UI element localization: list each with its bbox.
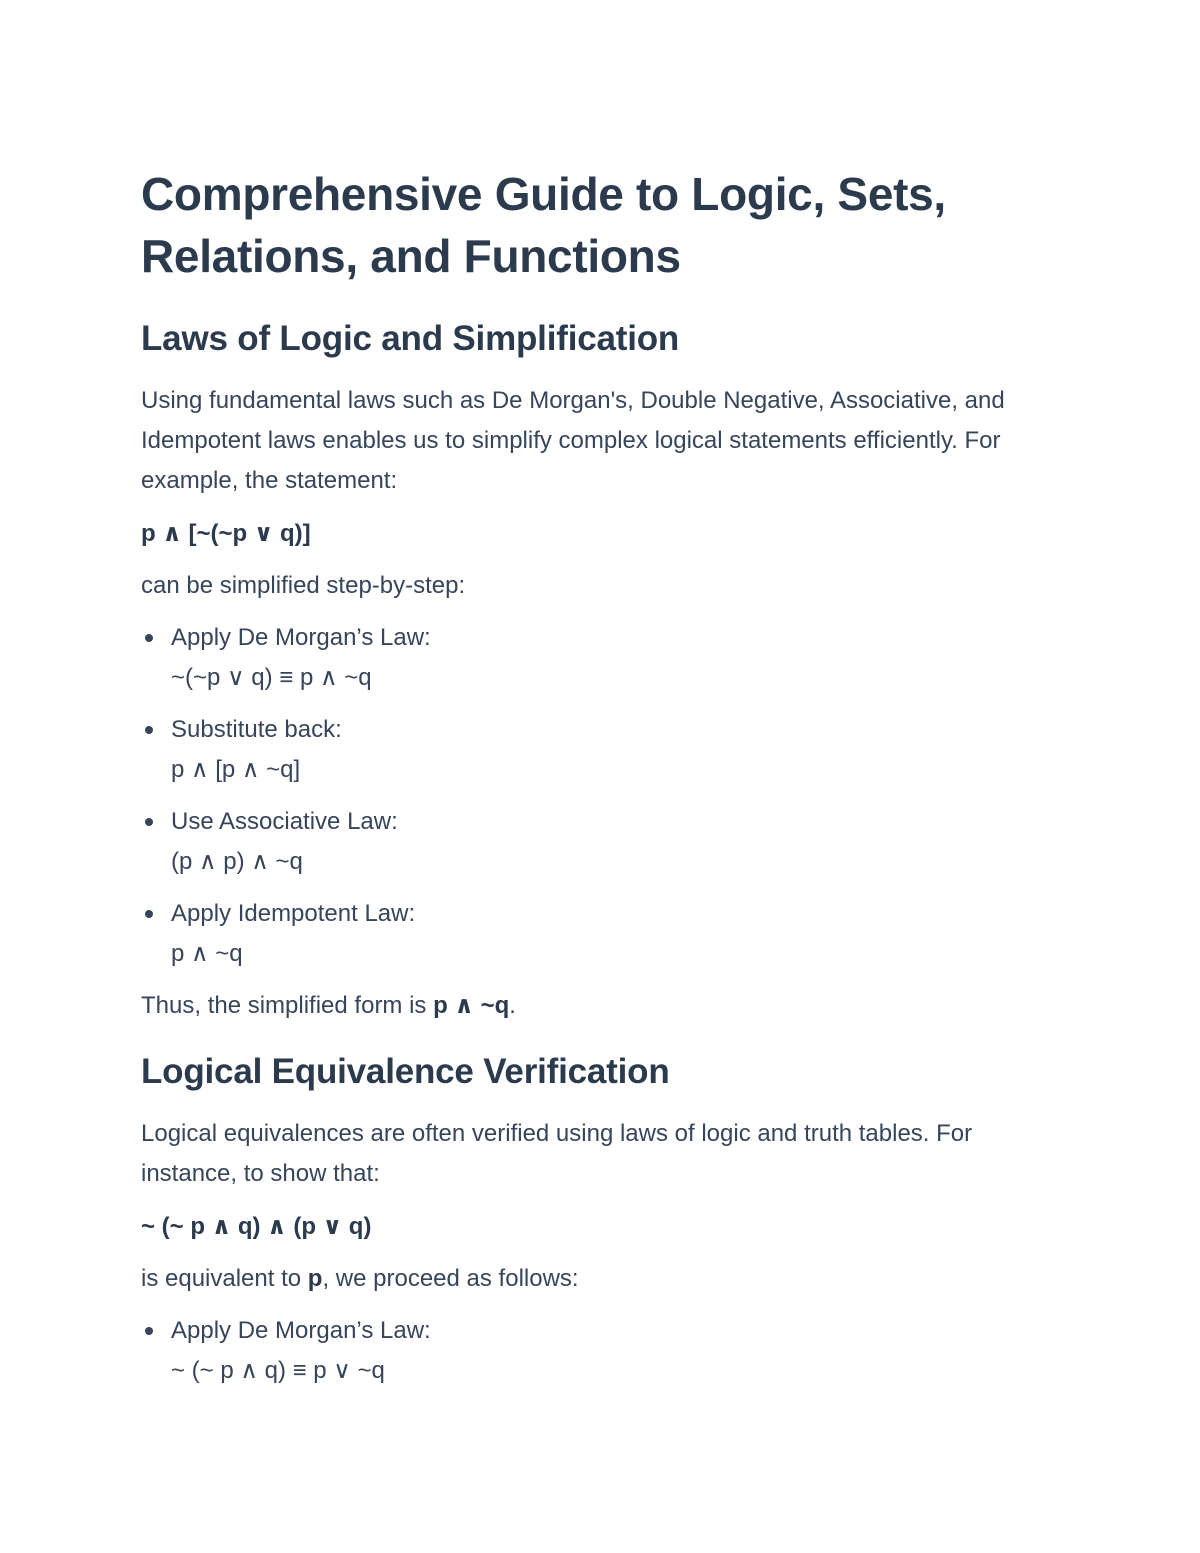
section2-formula: ~ (~ p ∧ q) ∧ (p ∨ q) <box>141 1213 372 1240</box>
conclusion-prefix: Thus, the simplified form is <box>141 992 434 1019</box>
bullet-icon <box>145 726 153 734</box>
section2-steps-list <box>141 1311 1070 1391</box>
conclusion-suffix: . <box>509 992 516 1019</box>
list-item <box>141 618 1070 698</box>
document-title: Comprehensive Guide to Logic, Sets, Relations, and Functions <box>141 168 946 282</box>
section1-steps-list <box>141 618 1070 974</box>
conclusion-expression: p ∧ ~q <box>433 992 510 1019</box>
lead-suffix: , we proceed as follows: <box>322 1265 579 1292</box>
step-label: Substitute back: <box>171 716 342 743</box>
bullet-icon <box>145 1327 153 1335</box>
list-item <box>141 894 1070 974</box>
section1-lead-text: can be simplified step-by-step: <box>141 572 466 599</box>
lead-expression: p <box>307 1265 323 1292</box>
bullet-icon <box>145 634 153 642</box>
lead-prefix: is equivalent to <box>141 1265 308 1292</box>
section1-conclusion <box>141 986 1070 1026</box>
section1-intro-paragraph: Using fundamental laws such as De Morgan's, Double Negative, Associative, and Idempotent laws enables us to simplify complex logical statements efficiently. For example, the statement: <box>141 387 1005 494</box>
step-label: Apply De Morgan’s Law: <box>171 1317 431 1344</box>
section2-intro-paragraph: Logical equivalences are often verified using laws of logic and truth tables. For instance, to show that: <box>141 1120 973 1187</box>
bullet-icon <box>145 910 153 918</box>
list-item <box>141 1311 1070 1391</box>
section1-formula: p ∧ [~(~p ∨ q)] <box>141 520 311 547</box>
section-heading-laws-of-logic: Laws of Logic and Simplification <box>141 319 680 358</box>
step-expression: ~ (~ p ∧ q) ≡ p ∨ ~q <box>171 1357 385 1384</box>
step-expression: p ∧ ~q <box>171 940 243 967</box>
list-item <box>141 802 1070 882</box>
list-item <box>141 710 1070 790</box>
step-expression: p ∧ [p ∧ ~q] <box>171 756 301 783</box>
step-label: Apply De Morgan’s Law: <box>171 624 431 651</box>
section-heading-logical-equivalence: Logical Equivalence Verification <box>141 1052 670 1091</box>
step-expression: (p ∧ p) ∧ ~q <box>171 848 303 875</box>
bullet-icon <box>145 818 153 826</box>
step-label: Use Associative Law: <box>171 808 398 835</box>
step-label: Apply Idempotent Law: <box>171 900 416 927</box>
step-expression: ~(~p ∨ q) ≡ p ∧ ~q <box>171 664 372 691</box>
section2-lead-text <box>141 1259 1070 1299</box>
